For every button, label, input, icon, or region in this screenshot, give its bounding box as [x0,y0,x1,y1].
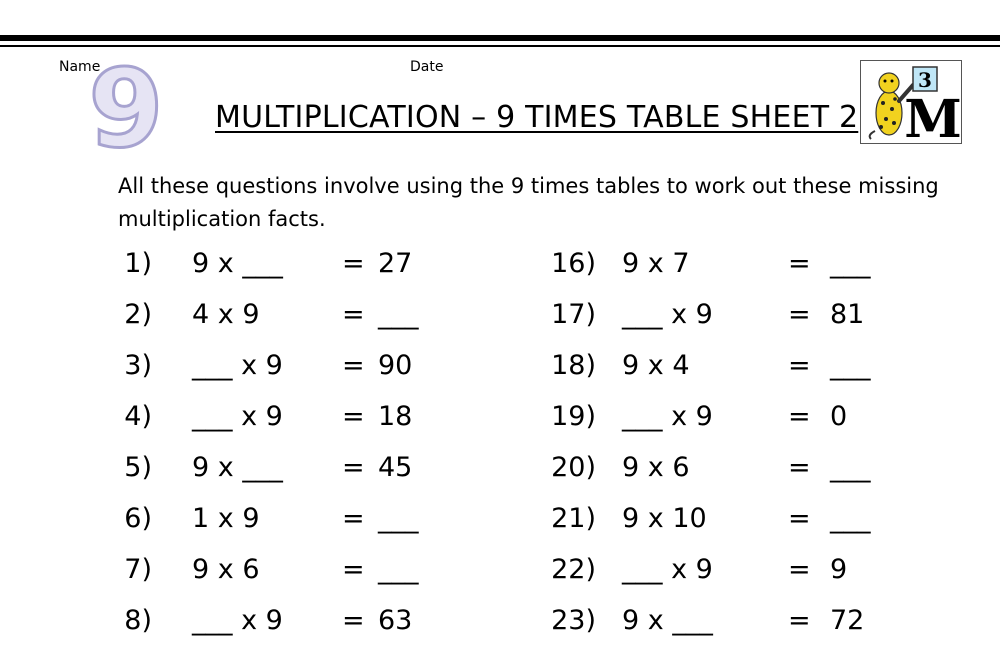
question-lhs: 9 x 4 [622,350,690,381]
question-lhs: ___ x 9 [622,299,713,330]
logo-graphic [861,61,962,150]
question-rhs: 72 [830,605,865,636]
instructions-text: All these questions involve using the 9 times tables to work out these missing multiplication facts. [118,174,939,231]
question-eq: = [342,503,365,534]
question-num: 23) [551,605,596,636]
question-eq: = [788,554,811,585]
question-rhs: 45 [378,452,413,483]
question-num: 21) [551,503,596,534]
question-eq: = [342,350,365,381]
question-lhs: 9 x 6 [622,452,690,483]
question-eq: = [788,605,811,636]
question-num: 16) [551,248,596,279]
logo [860,60,962,150]
question-lhs: 9 x ___ [192,452,283,483]
question-num: 19) [551,401,596,432]
question-rhs: ___ [378,503,419,534]
question-num: 22) [551,554,596,585]
question-lhs: ___ x 9 [622,554,713,585]
question-num: 20) [551,452,596,483]
question-eq: = [342,248,365,279]
question-num: 18) [551,350,596,381]
question-lhs: 9 x ___ [622,605,713,636]
question-eq: = [788,248,811,279]
question-rhs: ___ [378,554,419,585]
question-rhs: 27 [378,248,413,279]
question-lhs: 4 x 9 [192,299,260,330]
logo-badge-number: 3 [918,68,932,92]
question-rhs: ___ [830,503,871,534]
question-lhs: 9 x 6 [192,554,260,585]
page-title: MULTIPLICATION – 9 TIMES TABLE SHEET 2 [215,100,859,135]
question-lhs: 1 x 9 [192,503,260,534]
big-nine-graphic [88,47,164,172]
question-lhs: ___ x 9 [192,350,283,381]
question-eq: = [342,554,365,585]
header-rule-thick [0,35,1000,41]
question-eq: = [788,401,811,432]
big-nine-text: 9 [88,47,164,172]
question-rhs: 18 [378,401,413,432]
question-num: 3) [124,350,152,381]
question-rhs: 9 [830,554,848,585]
question-lhs: ___ x 9 [192,605,283,636]
question-rhs: ___ [830,350,871,381]
question-rhs: ___ [378,299,419,330]
question-eq: = [342,605,365,636]
cheetah-head-icon [879,73,899,93]
question-eq: = [342,299,365,330]
question-eq: = [342,452,365,483]
question-lhs: ___ x 9 [622,401,713,432]
question-eq: = [342,401,365,432]
date-label: Date [410,59,444,75]
question-lhs: ___ x 9 [192,401,283,432]
question-num: 17) [551,299,596,330]
question-rhs: 81 [830,299,865,330]
question-num: 2) [124,299,152,330]
question-num: 6) [124,503,152,534]
logo-letter: M [904,89,962,150]
question-eq: = [788,299,811,330]
question-rhs: ___ [830,452,871,483]
question-num: 4) [124,401,152,432]
question-lhs: 9 x 10 [622,503,707,534]
question-rhs: ___ [830,248,871,279]
question-rhs: 90 [378,350,413,381]
question-eq: = [788,350,811,381]
question-lhs: 9 x 7 [622,248,690,279]
question-num: 5) [124,452,152,483]
question-lhs: 9 x ___ [192,248,283,279]
question-rhs: 63 [378,605,413,636]
question-eq: = [788,452,811,483]
name-label: Name [59,59,101,75]
question-rhs: 0 [830,401,848,432]
question-eq: = [788,503,811,534]
question-num: 8) [124,605,152,636]
question-num: 1) [124,248,152,279]
question-num: 7) [124,554,152,585]
